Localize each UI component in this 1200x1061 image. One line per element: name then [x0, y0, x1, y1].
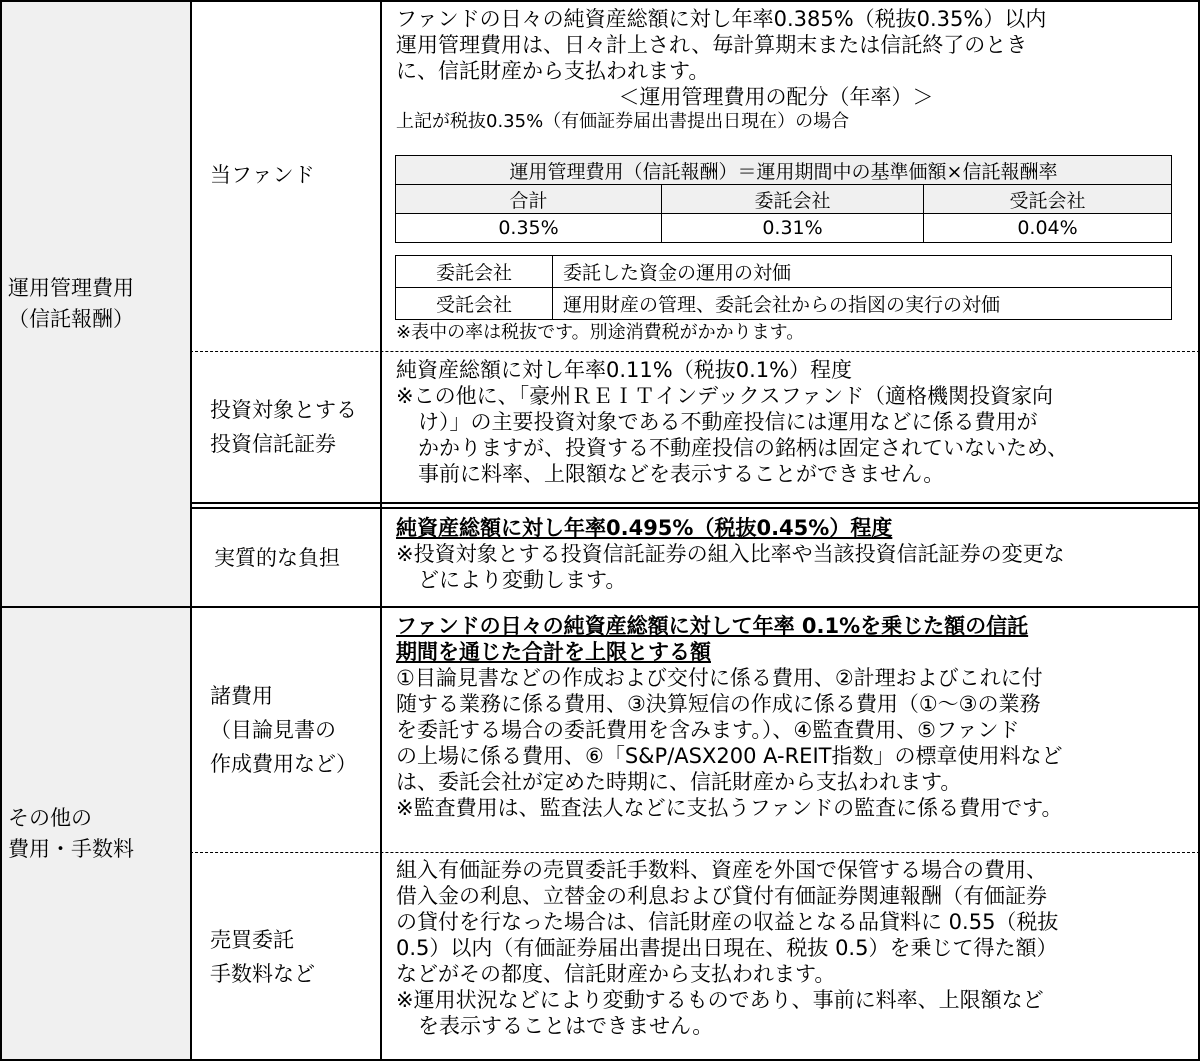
text-line: の上場に係る費用、⑥「S&P/ASX200 A-REIT指数」の標章使用料など: [396, 744, 1063, 768]
fee-value: 0.35%: [396, 214, 662, 243]
category-line: その他の: [8, 806, 92, 830]
divider-effective-top-2: [190, 507, 1200, 509]
text-line: を委託する場合の委託費用を含みます。）、④監査費用、⑤ファンド: [396, 718, 1020, 742]
fee-header: 合計: [396, 185, 662, 214]
text-line: 組入有価証券の売買委託手数料、資産を外国で保管する場合の費用、: [396, 858, 1047, 882]
fee-split-table: [395, 255, 1172, 320]
content-misc-fees: [396, 613, 1196, 821]
category-other-fees: [0, 607, 191, 1061]
party-name: 受託会社: [396, 288, 553, 320]
allocation-heading: ＜運用管理費用の配分（年率）＞: [618, 85, 934, 109]
party-description: 委託した資金の運用の対価: [553, 256, 1172, 288]
divider-section: [0, 606, 1200, 608]
text-line: け）」の主要投資対象である不動産投信には運用などに係る費用が: [418, 410, 1038, 434]
category-line: 運用管理費用: [8, 275, 134, 300]
text-line: に、信託財産から支払われます。: [396, 59, 710, 83]
text-line: 運用管理費用は、日々計上され、毎計算期末または信託終了のとき: [396, 33, 1028, 57]
content-this-fund: [396, 6, 1196, 134]
text-line: ①目論見書などの作成および交付に係る費用、②計理およびこれに付: [396, 666, 1043, 690]
text-line: どにより変動します。: [418, 568, 627, 592]
text-line: ※この他に、「豪州ＲＥＩＴインデックスファンド（適格機関投資家向: [396, 384, 1054, 408]
text-line: の貸付を行なった場合は、信託財産の収益となる品貸料に 0.55（税抜: [396, 910, 1059, 934]
fee-value: 0.31%: [662, 214, 924, 243]
content-target-funds: [396, 357, 1196, 487]
divider-dashed: [190, 852, 1200, 853]
misc-headline: ファンドの日々の純資産総額に対して年率 0.1%を乗じた額の信託: [396, 614, 1029, 638]
subcategory-label: 諸費用: [210, 683, 273, 708]
subcategory-label: 投資対象とする: [210, 398, 357, 422]
label-effective-burden: [192, 509, 380, 607]
label-trading-fees: [192, 853, 380, 1061]
category-line: 費用・手数料: [8, 837, 134, 861]
content-trading-fees: [396, 857, 1196, 1039]
subcategory-label: 売買委託: [210, 928, 294, 952]
allocation-note: 上記が税抜0.35%（有価証券届出書提出日現在）の場合: [396, 111, 850, 132]
text-line: ※運用状況などにより変動するものであり、事前に料率、上限額など: [396, 988, 1044, 1012]
label-target-funds: [192, 352, 380, 502]
subcategory-label: 投資信託証券: [210, 432, 336, 456]
text-line: かかりますが、投資する不動産投信の銘柄は固定されていないため、: [418, 436, 1069, 460]
divider-effective-top: [190, 502, 1200, 504]
subcategory-label: 実質的な負担: [214, 546, 340, 570]
subcategory-label: （目論見書の: [210, 717, 336, 742]
fee-header: 受託会社: [924, 185, 1172, 214]
text-line: を表示することはできません。: [418, 1014, 714, 1038]
fee-formula: 運用管理費用（信託報酬）＝運用期間中の基準価額×信託報酬率: [396, 156, 1172, 185]
misc-headline: 期間を通じた合計を上限とする額: [396, 640, 711, 664]
tax-note: ※表中の率は税抜です。別途消費税がかかります。: [396, 322, 805, 343]
category-line: （信託報酬）: [8, 306, 134, 331]
text-line: などがその都度、信託財産から支払われます。: [396, 962, 836, 986]
party-name: 委託会社: [396, 256, 553, 288]
divider-dashed: [190, 351, 1200, 352]
subcategory-label: 作成費用など）: [210, 751, 357, 776]
fee-allocation-table: [395, 155, 1172, 243]
divider-category-column: [190, 0, 192, 1061]
fee-header: 委託会社: [662, 185, 924, 214]
fee-value: 0.04%: [924, 214, 1172, 243]
category-management-fee: [0, 0, 191, 607]
text-line: 借入金の利息、立替金の利息および貸付有価証券関連報酬（有価証券: [396, 884, 1047, 908]
text-line: 0.5）以内（有価証券届出書提出日現在、税抜 0.5）を乗じて得た額）: [396, 936, 1058, 960]
text-line: ファンドの日々の純資産総額に対し年率0.385%（税抜0.35%）以内: [396, 7, 1047, 31]
text-line: は、委託会社が定めた時期に、信託財産から支払われます。: [396, 770, 962, 794]
label-misc-fees: [192, 608, 380, 851]
subcategory-label: 手数料など: [210, 962, 315, 986]
party-description: 運用財産の管理、委託会社からの指図の実行の対価: [553, 288, 1172, 320]
text-line: 随する業務に係る費用、③決算短信の作成に係る費用（①～③の業務: [396, 692, 1041, 716]
divider-subcategory-column: [380, 0, 382, 1061]
content-effective-burden: [396, 515, 1196, 593]
effective-headline: 純資産総額に対し年率0.495%（税抜0.45%）程度: [396, 516, 893, 540]
text-line: 事前に料率、上限額などを表示することができません。: [418, 462, 945, 486]
border-top: [0, 0, 1200, 2]
text-line: 純資産総額に対し年率0.11%（税抜0.1%）程度: [396, 358, 853, 382]
subcategory-label: 当ファンド: [210, 163, 315, 187]
label-this-fund: [192, 0, 380, 350]
text-line: ※監査費用は、監査法人などに支払うファンドの監査に係る費用です。: [396, 796, 1063, 820]
text-line: ※投資対象とする投資信託証券の組入比率や当該投資信託証券の変更な: [396, 542, 1065, 566]
border-left: [0, 0, 2, 1061]
